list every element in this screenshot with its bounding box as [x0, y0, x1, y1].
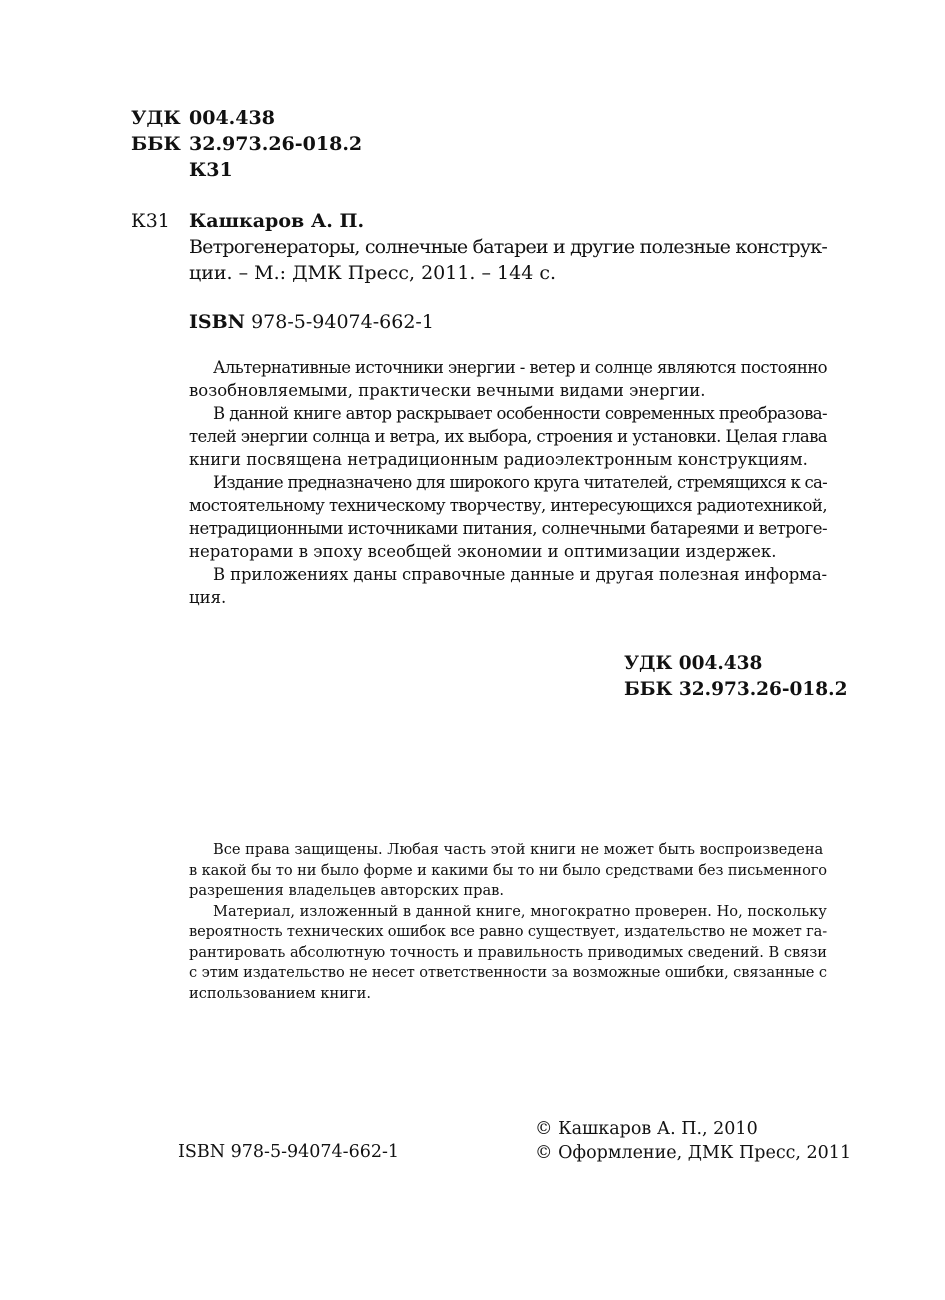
copyright-line: разрешения владельцев авторских прав.	[189, 882, 505, 899]
copyright-notice	[189, 840, 827, 1004]
annotation-line: Альтернативные источники энергии - ветер и солнце являются постоянно	[213, 358, 827, 377]
annotation-line: телей энергии солнца и ветра, их выбора, строения и установки. Целая глава	[189, 427, 827, 446]
author-mark-row	[131, 157, 233, 183]
entry-title-line: Ветрогенераторы, солнечные батареи и другие полезные конструк-	[189, 236, 827, 258]
annotation-line: В данной книге автор раскрывает особенности современных преобразова-	[213, 404, 828, 423]
entry-mark: К31	[131, 210, 170, 232]
copyright-line: рантировать абсолютную точность и правильность приводимых сведений. В связи	[189, 943, 827, 961]
annotation-line: мостоятельному техническому творчеству, интересующихся радиотехникой,	[189, 496, 827, 515]
bbk-value: 32.973.26-018.2	[189, 133, 363, 155]
annotation-line: нетрадиционными источниками питания, солнечными батареями и ветроге-	[189, 519, 827, 538]
copyright-line: в какой бы то ни было форме и какими бы то ни было средствами без письменного	[189, 861, 827, 879]
annotation-line: Издание предназначено для широкого круга читателей, стремящихся к са-	[213, 473, 827, 492]
copyright-line: Материал, изложенный в данной книге, многократно проверен. Но, поскольку	[213, 902, 827, 920]
copyright-author: © Кашкаров А. П., 2010	[535, 1119, 758, 1139]
udk-bottom: УДК 004.438	[624, 653, 763, 674]
entry-author: Кашкаров А. П.	[189, 210, 365, 232]
annotation-line: возобновляемыми, практически вечными видами энергии.	[189, 381, 706, 400]
copyright-design: © Оформление, ДМК Пресс, 2011	[535, 1143, 852, 1163]
bbk-row	[131, 131, 362, 157]
copyright-line: с этим издательство не несет ответственности за возможные ошибки, связанные с	[189, 964, 827, 981]
udk-row	[131, 105, 275, 131]
bbk-bottom: ББК 32.973.26-018.2	[624, 679, 848, 700]
annotation-line: нераторами в эпоху всеобщей экономии и оптимизации издержек.	[189, 542, 777, 561]
udk-bbk-block	[624, 651, 847, 703]
annotation-line: В приложениях даны справочные данные и другая полезная информа-	[213, 565, 827, 584]
annotation	[189, 356, 827, 609]
copyright-line: Все права защищены. Любая часть этой книги не может быть воспроизведена	[213, 841, 824, 858]
isbn-label: ISBN	[189, 311, 246, 333]
udk-label: УДК	[131, 107, 181, 129]
isbn	[189, 309, 434, 335]
udk-value: 004.438	[189, 107, 275, 129]
bbk-label: ББК	[131, 133, 181, 155]
annotation-line: ция.	[189, 588, 227, 607]
annotation-line: книги посвящена нетрадиционным радиоэлектронным конструкциям.	[189, 450, 808, 469]
copyright-line: использованием книги.	[189, 984, 371, 1002]
isbn-value: 978-5-94074-662-1	[251, 311, 434, 333]
author-mark: К31	[189, 159, 233, 181]
footer-copyrights	[535, 1117, 851, 1165]
bibliographic-entry	[189, 208, 827, 286]
footer-isbn: ISBN 978-5-94074-662-1	[178, 1142, 400, 1162]
copyright-line: вероятность технических ошибок все равно существует, издательство не может га-	[189, 923, 827, 940]
entry-title-line: ции. – М.: ДМК Пресс, 2011. – 144 с.	[189, 262, 557, 284]
